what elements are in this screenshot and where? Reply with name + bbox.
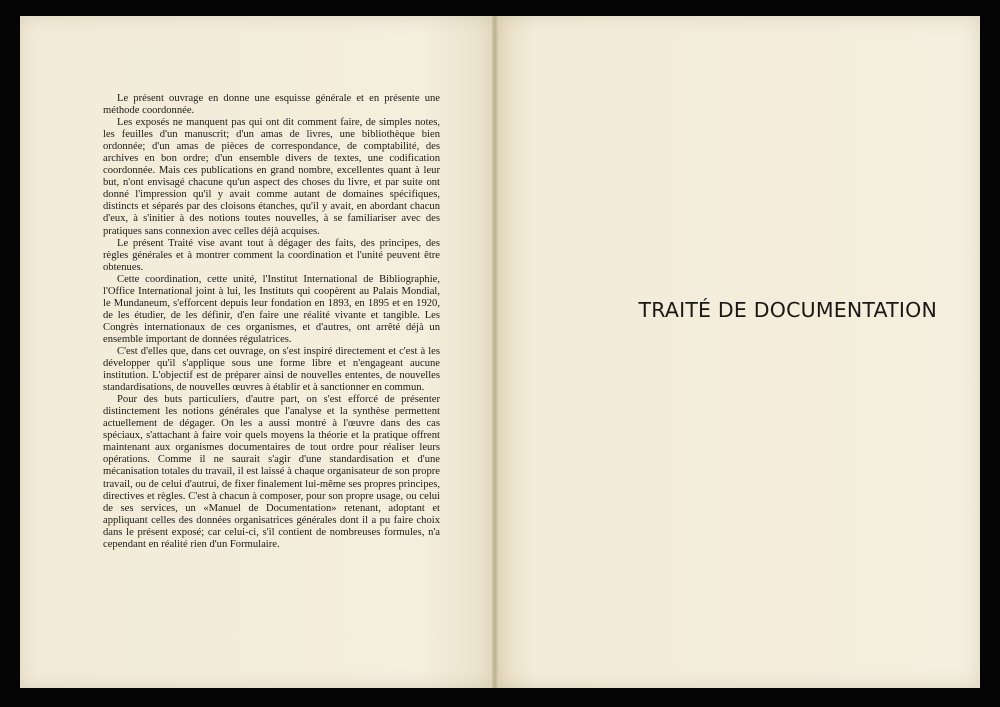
paragraph-2: Les exposés ne manquent pas qui ont dit comment faire, de simples notes, les feuilles d'un manuscrit; d'un amas de livres, une bibliothèque bien ordonnée; d'un amas de pièces de correspondance, de comptabilité, des archives en bon ordre; d'un ensemble divers de textes, une codification coordonnée. Mais ces publications en grand nombre, excellentes quant à leur but, n'ont envisagé chacune qu'un aspect des choses du livre, et par suite ont donné l'impression qu'il y avait comme autant de domaines spécifiques, distincts et séparés par des cloisons étanches, qu'il y avait, en abordant chacun d'eux, à s'initier à des notions toutes nouvelles, à se familiariser avec des pratiques sans connexion avec celles déjà acquises. xyxy=(103,117,440,237)
right-page xyxy=(496,16,980,688)
paragraph-3: Le présent Traité vise avant tout à dégager des faits, des principes, des règles générales et à montrer comment la coordination et l'unité peuvent être obtenues. xyxy=(103,237,440,273)
paragraph-1: Le présent ouvrage en donne une esquisse générale et en présente une méthode coordonnée. xyxy=(103,93,440,117)
preface-text xyxy=(103,93,440,551)
book-gutter xyxy=(492,16,498,688)
paragraph-6: Pour des buts particuliers, d'autre part, on s'est efforcé de présenter distinctement les notions générales que l'analyse et la synthèse permettent actuellement de dégager. On les a aussi montré à l'œuvre dans des cas spéciaux, s'attachant à faire voir quels moyens la théorie et la pratique offrent maintenant aux organismes documentaires de tout ordre pour réaliser leurs opérations. Comme il ne saurait s'agir d'une standardisation et d'une mécanisation totales du travail, il est laissé à chaque organisateur de son propre travail, ou de celui d'autrui, de fixer finalement lui-même ses propres principes, directives et règles. C'est à chacun à composer, pour son propre usage, ou celui de ses services, un «Manuel de Documentation» retenant, adoptant et appliquant celles des données organisatrices générales dont il a pu faire choix dans le présent exposé; car celui-ci, s'il contient de nombreuses formules, n'a cependant en réalité rien d'un Formulaire. xyxy=(103,394,440,550)
paragraph-4: Cette coordination, cette unité, l'Institut International de Bibliographie, l'Office International joint à lui, les Instituts qui coopèrent au Palais Mondial, le Mundaneum, s'efforcent depuis leur fondation en 1893, en 1895 et en 1920, de les étudier, de les définir, d'en faire une réalité vivante et tangible. Les Congrès internationaux de ces organismes, et d'autres, ont arrêté déjà un ensemble important de données régulatrices. xyxy=(103,273,440,345)
paragraph-5: C'est d'elles que, dans cet ouvrage, on s'est inspiré directement et c'est à les développer qu'il s'applique sous une forme libre et n'engageant aucune institution. L'objectif est de préparer ainsi de nouvelles ententes, de nouvelles standardisations, de nouvelles œuvres à établir et à sanctionner en commun. xyxy=(103,345,440,394)
book-title: TRAITÉ DE DOCUMENTATION xyxy=(638,298,937,322)
